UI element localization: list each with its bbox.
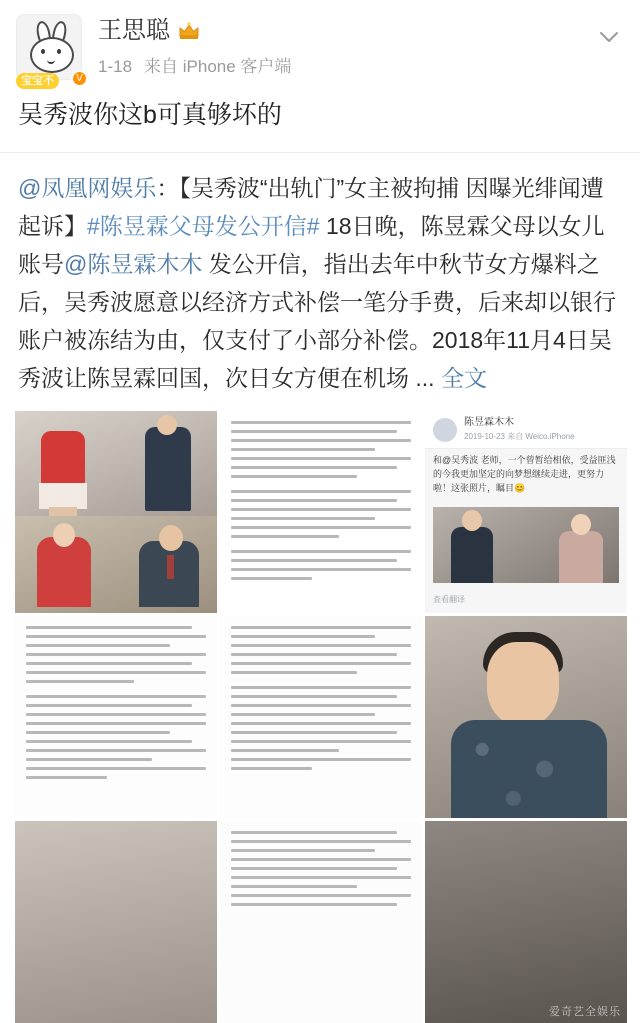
figure-woman-body bbox=[37, 537, 91, 607]
mention-link-2[interactable]: @陈昱霖木木 bbox=[64, 251, 203, 277]
photo-collage-couple[interactable] bbox=[15, 411, 217, 613]
avatar-eye-left-icon bbox=[41, 49, 45, 54]
collage-bottom bbox=[15, 516, 217, 613]
page-title: 吴秀波你这b可真够坏的 bbox=[18, 101, 282, 129]
username-row bbox=[98, 16, 624, 46]
expand-full-text-link[interactable]: 全文 bbox=[434, 365, 487, 391]
photo-partial-1[interactable] bbox=[15, 821, 217, 1023]
header-text bbox=[98, 14, 624, 78]
post-body bbox=[0, 153, 640, 397]
image-grid bbox=[0, 411, 640, 1023]
post-date: 1-18 bbox=[98, 57, 133, 76]
post-source: 来自 iPhone 客户端 bbox=[144, 57, 292, 76]
card-photo-woman-head bbox=[571, 514, 591, 535]
letter-text-block bbox=[220, 821, 422, 1023]
weibo-card-header bbox=[425, 411, 627, 449]
card-photo-man bbox=[451, 527, 493, 583]
portrait-shirt-pattern bbox=[451, 720, 607, 818]
open-letter-page-1[interactable] bbox=[220, 411, 422, 613]
figure-dress bbox=[41, 431, 85, 489]
figure-man2-tie bbox=[167, 555, 174, 579]
weibo-screenshot-card[interactable] bbox=[425, 411, 627, 613]
avatar-image[interactable] bbox=[16, 14, 82, 80]
photo-partial-2[interactable] bbox=[425, 821, 627, 1023]
chevron-down-icon[interactable] bbox=[596, 24, 622, 50]
topic-link[interactable]: #陈昱霖父母发公开信# bbox=[87, 213, 320, 239]
post-header bbox=[0, 0, 640, 86]
portrait-actor[interactable] bbox=[425, 616, 627, 818]
post-meta bbox=[98, 56, 624, 78]
letter-text-block bbox=[220, 616, 422, 818]
weibo-card-photo bbox=[433, 507, 619, 583]
crown-icon bbox=[178, 21, 200, 41]
portrait-head bbox=[487, 642, 559, 726]
body-text-3: 发公开信，指出去年中秋节女方爆料之后，吴秀波愿意以经济方式补偿一笔分手费，后来却以银行账户被冻结为由，仅支付了小部分补偿。2018年11月4日吴秀波让陈昱霖回国，次日女方便在机场 ... bbox=[18, 251, 616, 391]
body-text-2: 18日晚，陈昱霖父母以女儿账号 bbox=[18, 213, 605, 277]
figure-skirt bbox=[39, 483, 87, 509]
figure-man-head bbox=[157, 415, 177, 435]
open-letter-page-3[interactable] bbox=[220, 616, 422, 818]
card-photo-woman bbox=[559, 531, 603, 583]
body-text-1: ：【吴秀波“出轨门”女主被拘捕 因曝光绯闻遭起诉】 bbox=[18, 175, 604, 239]
letter-text-block bbox=[15, 616, 217, 818]
watermark: 爱奇艺全娱乐 bbox=[549, 1006, 621, 1018]
weibo-card-avatar bbox=[433, 418, 457, 442]
open-letter-page-4[interactable] bbox=[220, 821, 422, 1023]
collage-top bbox=[15, 411, 217, 516]
avatar[interactable] bbox=[16, 14, 83, 87]
weibo-card-account: 陈昱霖木木 bbox=[464, 417, 514, 428]
weibo-card-text: 和@吴秀波 老师，一个曾暂给相依，受益匪浅的今我更加坚定的向梦想继续走进，更努力啦！这张照片，瞩目😊 bbox=[433, 455, 616, 493]
mention-link-1[interactable]: @凤凰网娱乐 bbox=[18, 175, 157, 201]
figure-woman-head bbox=[53, 523, 75, 547]
letter-text-block bbox=[220, 411, 422, 613]
weibo-card-meta: 2019-10-23 来自 Weico.iPhone bbox=[464, 432, 575, 441]
verified-badge-icon: V bbox=[71, 70, 88, 87]
avatar-eye-right-icon bbox=[57, 49, 61, 54]
open-letter-page-2[interactable] bbox=[15, 616, 217, 818]
username[interactable]: 王思聪 bbox=[98, 17, 170, 44]
card-photo-man-head bbox=[462, 510, 482, 531]
avatar-badge: 宝宝不 bbox=[16, 73, 59, 89]
figure-man bbox=[145, 427, 191, 511]
avatar-face-icon bbox=[30, 37, 74, 73]
weibo-card-footer: 查看翻译 bbox=[433, 595, 465, 604]
figure-man2-head bbox=[159, 525, 183, 551]
